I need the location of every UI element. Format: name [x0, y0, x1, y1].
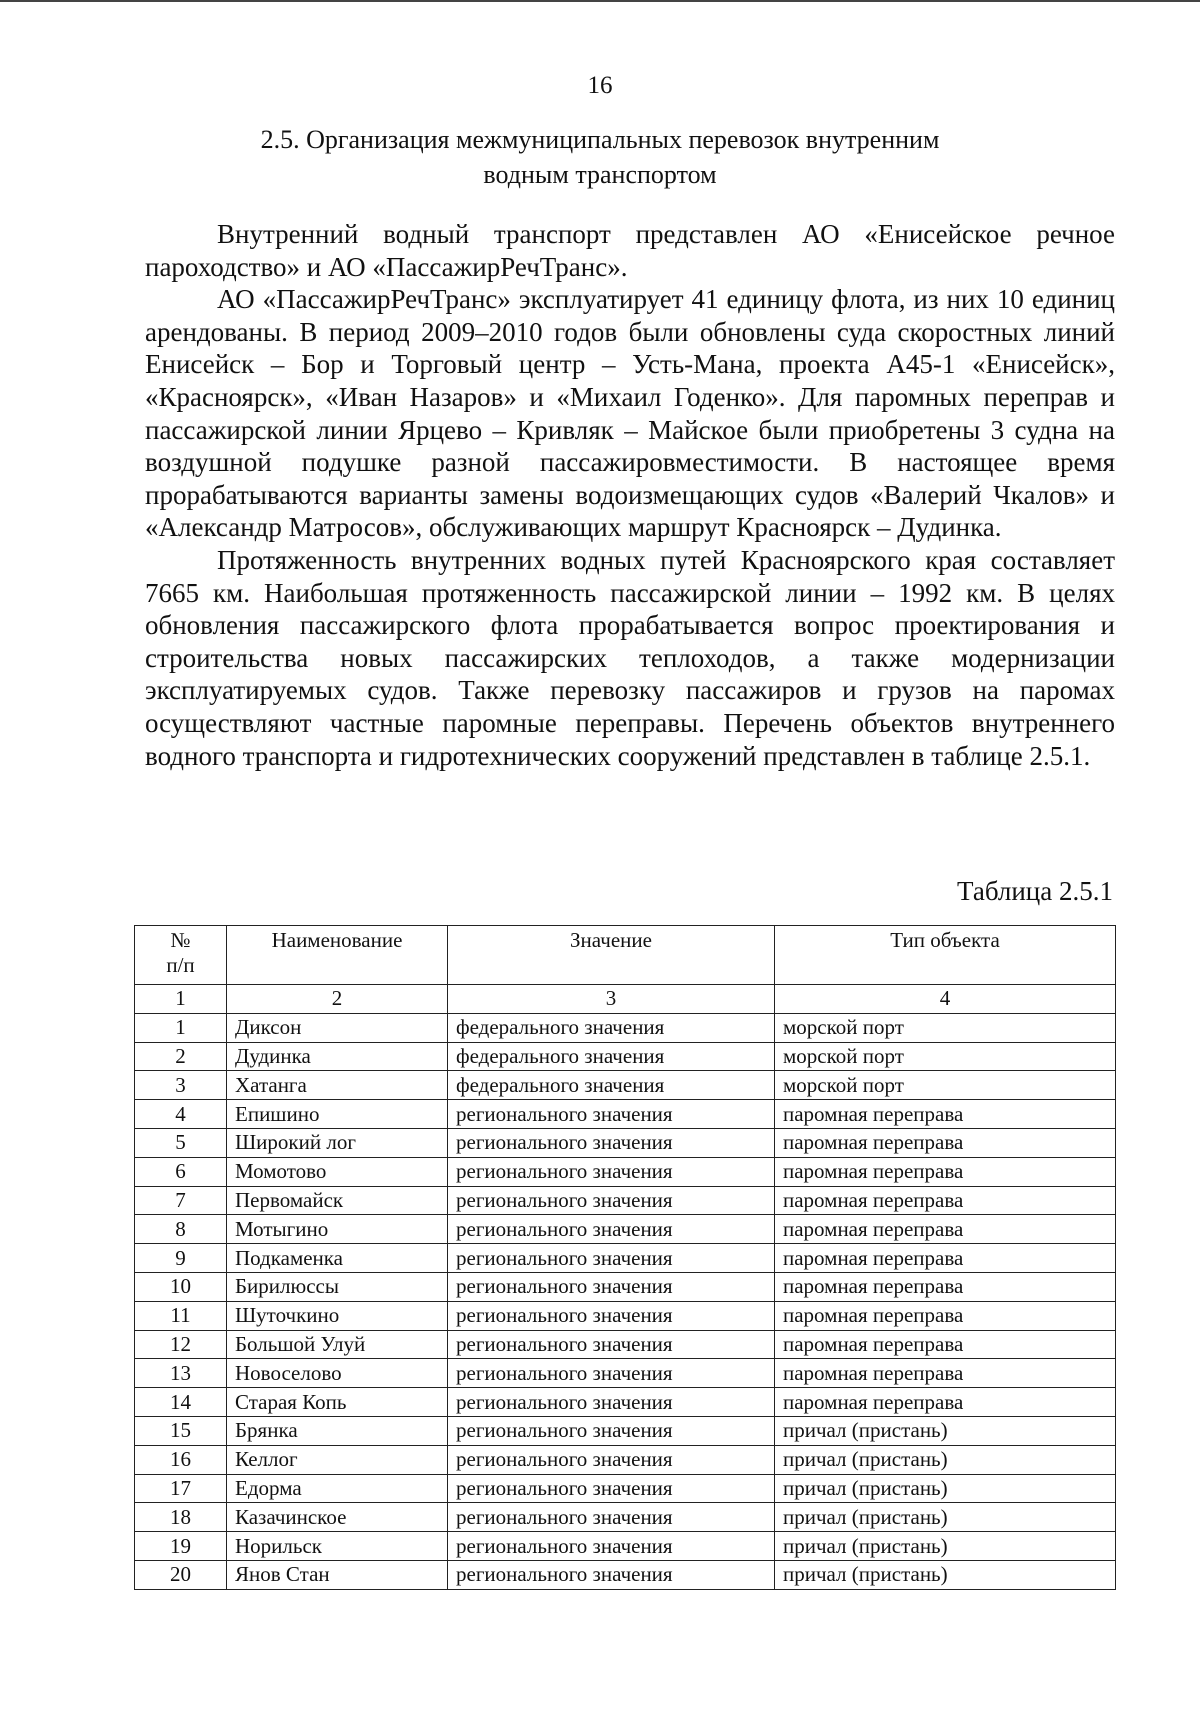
cell-number: 19: [135, 1532, 227, 1561]
paragraph: АО «ПассажирРечТранс» эксплуатирует 41 единицу флота, из них 10 единиц арендованы. В период 2009–2010 годов были обновлены суда скоростных линий Енисейск – Бор и Торговый центр – Усть-Мана, проекта А45-1 «Енисейск», «Красноярск», «Иван Назаров» и «Михаил Годенко». Для паромных переправ и пассажирской линии Ярцево – Кривляк – Майское были приобретены 3 судна на воздушной подушке разной пассажировместимости. В настоящее время прорабатываются варианты замены водоизмещающих судов «Валерий Чкалов» и «Александр Матросов», обслуживающих маршрут Красноярск – Дудинка.: [145, 284, 1115, 543]
table-row: [135, 1100, 1116, 1129]
scan-top-border: [0, 0, 1200, 2]
cell-type: причал (пристань): [775, 1416, 1116, 1445]
cell-value: регионального значения: [448, 1128, 775, 1157]
cell-type: паромная переправа: [775, 1330, 1116, 1359]
cell-number: 4: [135, 1100, 227, 1129]
table-row: [135, 1013, 1116, 1042]
header-number-label: № п/п: [166, 928, 195, 977]
cell-number: 10: [135, 1272, 227, 1301]
cell-value: регионального значения: [448, 1503, 775, 1532]
table-row: [135, 1416, 1116, 1445]
cell-type: паромная переправа: [775, 1186, 1116, 1215]
cell-type: причал (пристань): [775, 1474, 1116, 1503]
cell-type: паромная переправа: [775, 1272, 1116, 1301]
cell-name: Диксон: [227, 1013, 448, 1042]
cell-number: 2: [135, 1042, 227, 1071]
cell-number: 8: [135, 1215, 227, 1244]
cell-value: регионального значения: [448, 1301, 775, 1330]
header-type: Тип объекта: [775, 926, 1116, 985]
cell-number: 17: [135, 1474, 227, 1503]
cell-value: регионального значения: [448, 1532, 775, 1561]
table-row: [135, 1503, 1116, 1532]
cell-number: 3: [135, 1071, 227, 1100]
cell-value: федерального значения: [448, 1013, 775, 1042]
cell-number: 14: [135, 1388, 227, 1417]
table-row: [135, 1359, 1116, 1388]
table-header-row: [135, 926, 1116, 985]
column-number: 3: [448, 985, 775, 1014]
cell-name: Старая Копь: [227, 1388, 448, 1417]
cell-number: 20: [135, 1560, 227, 1589]
table-row: [135, 1215, 1116, 1244]
table-row: [135, 1301, 1116, 1330]
section-heading-line-2: водным транспортом: [483, 160, 717, 189]
cell-name: Дудинка: [227, 1042, 448, 1071]
cell-type: причал (пристань): [775, 1445, 1116, 1474]
cell-number: 13: [135, 1359, 227, 1388]
header-name: Наименование: [227, 926, 448, 985]
cell-type: морской порт: [775, 1042, 1116, 1071]
cell-value: регионального значения: [448, 1157, 775, 1186]
cell-type: паромная переправа: [775, 1128, 1116, 1157]
cell-number: 18: [135, 1503, 227, 1532]
objects-table: [134, 925, 1116, 1590]
section-heading-line-1: 2.5. Организация межмуниципальных перевозок внутренним: [260, 125, 940, 154]
cell-number: 1: [135, 1013, 227, 1042]
cell-value: регионального значения: [448, 1272, 775, 1301]
cell-value: регионального значения: [448, 1244, 775, 1273]
paragraph: Протяженность внутренних водных путей Красноярского края составляет 7665 км. Наибольшая протяженность пассажирской линии – 1992 км. В целях обновления пассажирского флота прорабатывается вопрос проектирования и строительства новых пассажирских теплоходов, а также модернизации эксплуатируемых судов. Также перевозку пассажиров и грузов на паромах осуществляют частные паромные переправы. Перечень объектов внутреннего водного транспорта и гидротехнических сооружений представлен в таблице 2.5.1.: [145, 544, 1115, 771]
cell-value: федерального значения: [448, 1042, 775, 1071]
cell-value: регионального значения: [448, 1100, 775, 1129]
cell-name: Шуточкино: [227, 1301, 448, 1330]
cell-number: 7: [135, 1186, 227, 1215]
column-number: 2: [227, 985, 448, 1014]
cell-type: причал (пристань): [775, 1560, 1116, 1589]
table-caption: Таблица 2.5.1: [957, 876, 1113, 906]
cell-value: регионального значения: [448, 1388, 775, 1417]
cell-type: паромная переправа: [775, 1388, 1116, 1417]
cell-name: Едорма: [227, 1474, 448, 1503]
table-row: [135, 1071, 1116, 1100]
cell-name: Хатанга: [227, 1071, 448, 1100]
cell-number: 15: [135, 1416, 227, 1445]
cell-type: паромная переправа: [775, 1157, 1116, 1186]
table-row: [135, 1474, 1116, 1503]
cell-name: Казачинское: [227, 1503, 448, 1532]
cell-value: регионального значения: [448, 1416, 775, 1445]
cell-type: морской порт: [775, 1071, 1116, 1100]
cell-name: Новоселово: [227, 1359, 448, 1388]
cell-number: 12: [135, 1330, 227, 1359]
cell-type: паромная переправа: [775, 1100, 1116, 1129]
cell-name: Бирилюссы: [227, 1272, 448, 1301]
cell-name: Широкий лог: [227, 1128, 448, 1157]
cell-value: регионального значения: [448, 1474, 775, 1503]
cell-type: морской порт: [775, 1013, 1116, 1042]
body-text: [145, 218, 1115, 772]
cell-value: регионального значения: [448, 1560, 775, 1589]
table-row: [135, 1330, 1116, 1359]
table-body: [135, 985, 1116, 1590]
table-row: [135, 1445, 1116, 1474]
table-row: [135, 1128, 1116, 1157]
table-row: [135, 1042, 1116, 1071]
cell-value: регионального значения: [448, 1215, 775, 1244]
cell-number: 9: [135, 1244, 227, 1273]
cell-name: Норильск: [227, 1532, 448, 1561]
cell-number: 16: [135, 1445, 227, 1474]
cell-value: регионального значения: [448, 1186, 775, 1215]
cell-name: Большой Улуй: [227, 1330, 448, 1359]
cell-name: Мотыгино: [227, 1215, 448, 1244]
cell-name: Епишино: [227, 1100, 448, 1129]
column-number-row: [135, 985, 1116, 1014]
cell-number: 6: [135, 1157, 227, 1186]
page-number: 16: [587, 72, 613, 99]
column-number: 1: [135, 985, 227, 1014]
table-row: [135, 1244, 1116, 1273]
cell-value: регионального значения: [448, 1445, 775, 1474]
cell-number: 5: [135, 1128, 227, 1157]
paragraph: Внутренний водный транспорт представлен АО «Енисейское речное пароходство» и АО «ПассажирРечТранс».: [145, 219, 1115, 282]
table-row: [135, 1388, 1116, 1417]
column-number: 4: [775, 985, 1116, 1014]
cell-type: паромная переправа: [775, 1244, 1116, 1273]
cell-number: 11: [135, 1301, 227, 1330]
cell-type: паромная переправа: [775, 1359, 1116, 1388]
cell-name: Подкаменка: [227, 1244, 448, 1273]
header-number: [135, 926, 227, 985]
cell-type: причал (пристань): [775, 1503, 1116, 1532]
header-value: Значение: [448, 926, 775, 985]
cell-type: паромная переправа: [775, 1215, 1116, 1244]
cell-name: Момотово: [227, 1157, 448, 1186]
section-heading: [150, 122, 1050, 192]
cell-name: Янов Стан: [227, 1560, 448, 1589]
cell-value: регионального значения: [448, 1359, 775, 1388]
table-row: [135, 1186, 1116, 1215]
table-row: [135, 1532, 1116, 1561]
cell-name: Первомайск: [227, 1186, 448, 1215]
table-row: [135, 1560, 1116, 1589]
table-row: [135, 1157, 1116, 1186]
cell-value: федерального значения: [448, 1071, 775, 1100]
cell-name: Келлог: [227, 1445, 448, 1474]
cell-type: причал (пристань): [775, 1532, 1116, 1561]
table-row: [135, 1272, 1116, 1301]
cell-type: паромная переправа: [775, 1301, 1116, 1330]
cell-name: Брянка: [227, 1416, 448, 1445]
cell-value: регионального значения: [448, 1330, 775, 1359]
